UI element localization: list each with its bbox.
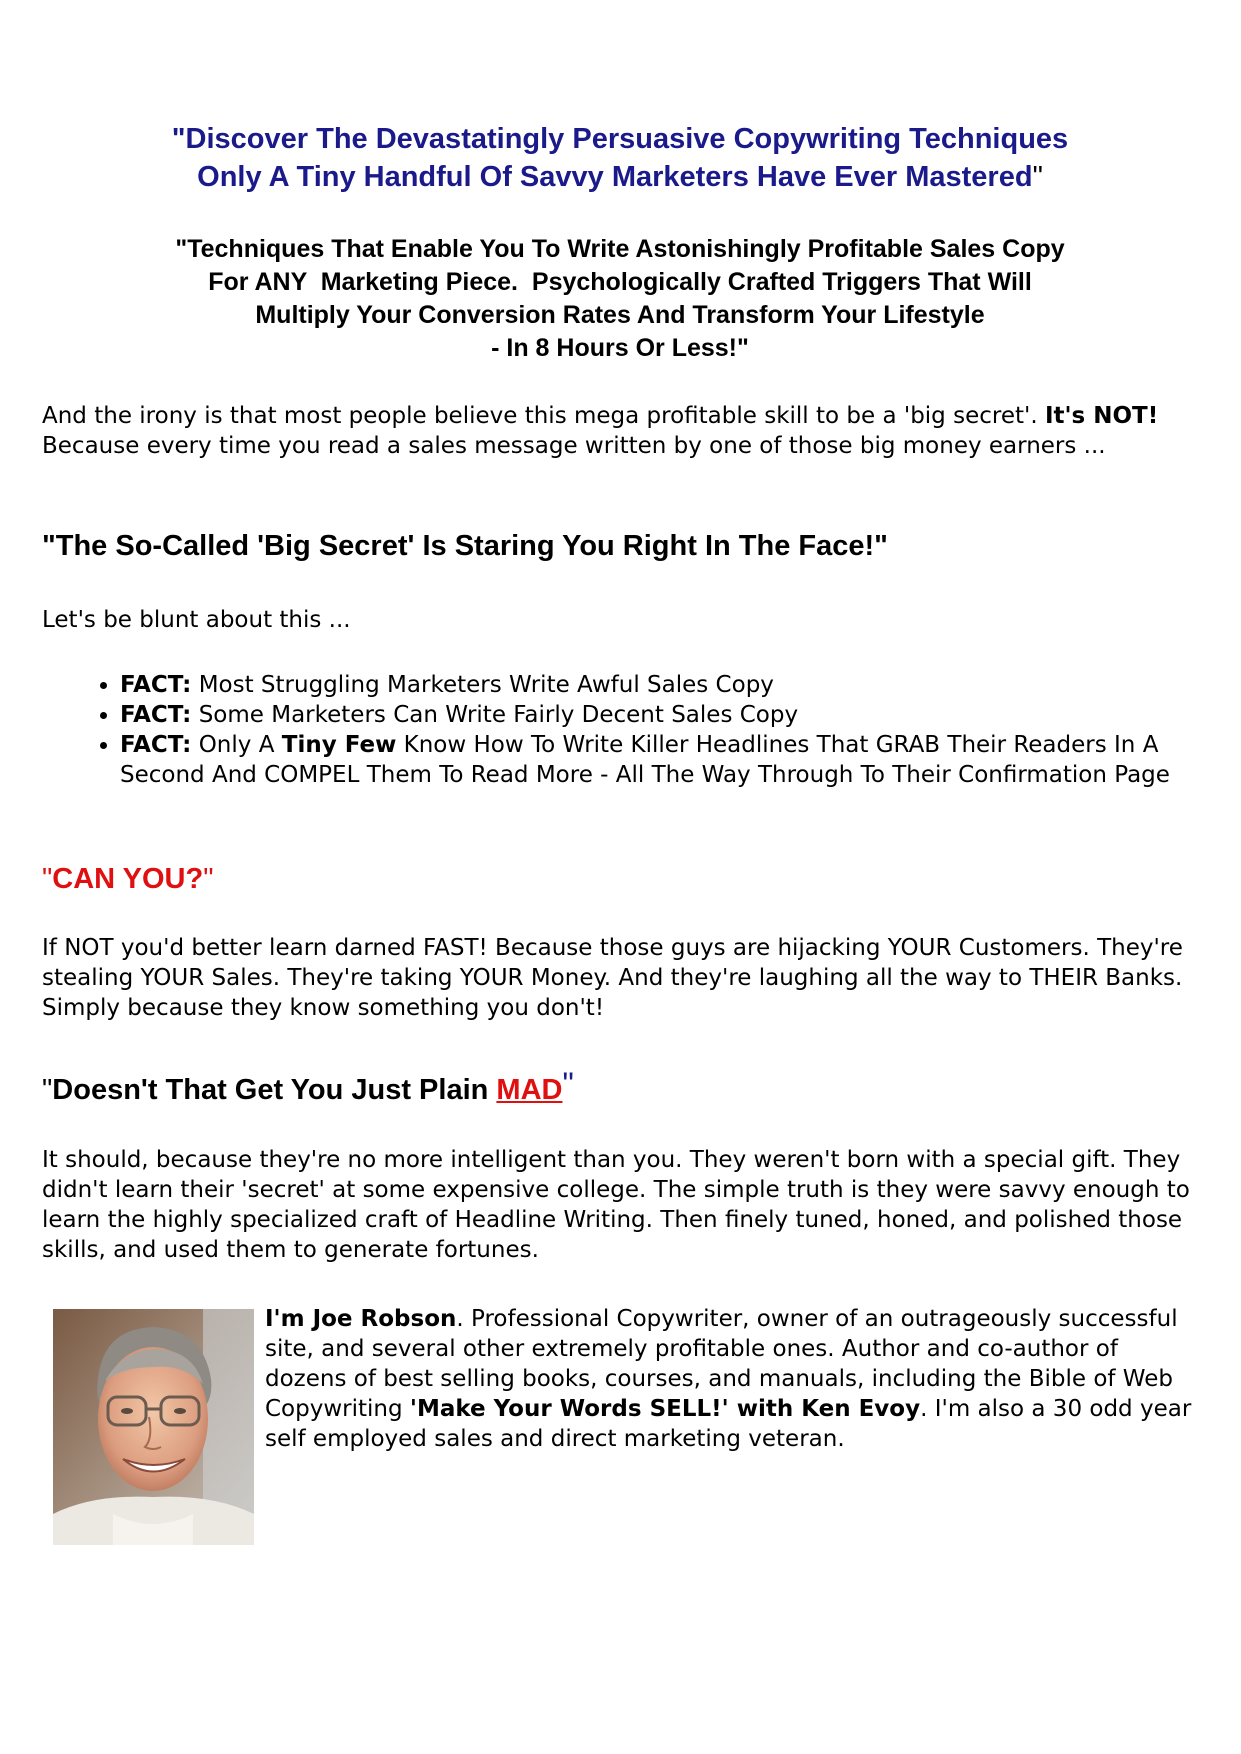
mad-open-quote: " <box>42 1074 53 1106</box>
list-item <box>120 670 1240 700</box>
book-title: 'Make Your Words SELL!' with Ken Evoy <box>409 1396 921 1422</box>
can-you-text: CAN YOU? <box>52 863 204 895</box>
hijack-paragraph: If NOT you'd better learn darned FAST! Because those guys are hijacking YOUR Customers. They're stealing YOUR Sales. They're taking YOUR Money. And they're laughing all the way to THEIR Banks. Simply because they know something you don't! <box>42 935 1183 1021</box>
subheadline-line-4: - In 8 Hours Or Less!" <box>491 334 749 362</box>
should-paragraph: It should, because they're no more intelligent than you. They weren't born with a special gift. They didn't learn their 'secret' at some expensive college. The simple truth is they were savvy enough to learn the highly specialized craft of Headline Writing. Then finely tuned, honed, and polished those skills, and used them to generate fortunes. <box>42 1147 1190 1263</box>
fact-text-a: Only A <box>191 732 282 758</box>
headline-line-2 <box>60 158 1180 196</box>
intro-text-a: And the irony is that most people believe this mega profitable skill to be a 'big secret'. <box>42 403 1045 429</box>
list-item <box>120 700 1240 730</box>
intro-bold: It's NOT! <box>1044 403 1159 429</box>
headline-line-1: "Discover The Devastatingly Persuasive Copywriting Techniques <box>171 123 1069 155</box>
mad-close-quote: " <box>562 1066 574 1102</box>
blunt-paragraph: Let's be blunt about this ... <box>42 607 351 633</box>
can-you-close-quote: " <box>203 863 214 895</box>
headline-end-quote: " <box>1032 161 1043 193</box>
bio-text-a: . Professional Copywriter, owner of an outrageously successful site, and several other extremely profitable ones. Author and co-author of dozens of best selling books, courses, and manuals, including the Bible of Web Copywriting <box>265 1306 1178 1422</box>
big-secret-heading: "The So-Called 'Big Secret' Is Staring You Right In The Face!" <box>42 530 888 562</box>
fact-label: FACT: <box>120 672 192 698</box>
fact-text: Most Struggling Marketers Write Awful Sales Copy <box>191 672 774 698</box>
author-photo <box>53 1309 254 1545</box>
author-portrait-image <box>53 1309 254 1545</box>
fact-bold: Tiny Few <box>281 732 397 758</box>
intro-text-b: Because every time you read a sales message written by one of those big money earners ... <box>42 433 1106 459</box>
mad-heading <box>42 1066 1202 1108</box>
mad-heading-text: Doesn't That Get You Just Plain <box>52 1074 497 1106</box>
fact-text-b: Know How To Write Killer Headlines That GRAB Their Readers In A Second And COMPEL Them To Read More - All The Way Through To Their Confirmation Page <box>120 732 1170 788</box>
fact-label: FACT: <box>120 702 192 728</box>
bio-text-b: . I'm also a 30 odd year self employed sales and direct marketing veteran. <box>265 1396 1192 1452</box>
sub-headline <box>80 233 1160 365</box>
author-name: I'm Joe Robson <box>265 1306 457 1332</box>
can-you-open-quote: " <box>42 863 53 895</box>
intro-paragraph <box>42 401 1202 461</box>
list-item <box>120 730 1240 790</box>
subheadline-line-3: Multiply Your Conversion Rates And Transform Your Lifestyle <box>255 301 985 329</box>
facts-list <box>42 670 1240 790</box>
subheadline-line-2: For ANY Marketing Piece. Psychologically Crafted Triggers That Will <box>208 268 1032 296</box>
main-headline <box>60 120 1180 196</box>
author-bio <box>265 1304 1200 1454</box>
can-you-heading <box>42 861 1202 897</box>
fact-text: Some Marketers Can Write Fairly Decent Sales Copy <box>191 702 799 728</box>
mad-word: MAD <box>496 1074 563 1106</box>
headline-line-2-text: Only A Tiny Handful Of Savvy Marketers Have Ever Mastered <box>197 161 1033 193</box>
subheadline-line-1: "Techniques That Enable You To Write Astonishingly Profitable Sales Copy <box>175 235 1065 263</box>
fact-label: FACT: <box>120 732 192 758</box>
